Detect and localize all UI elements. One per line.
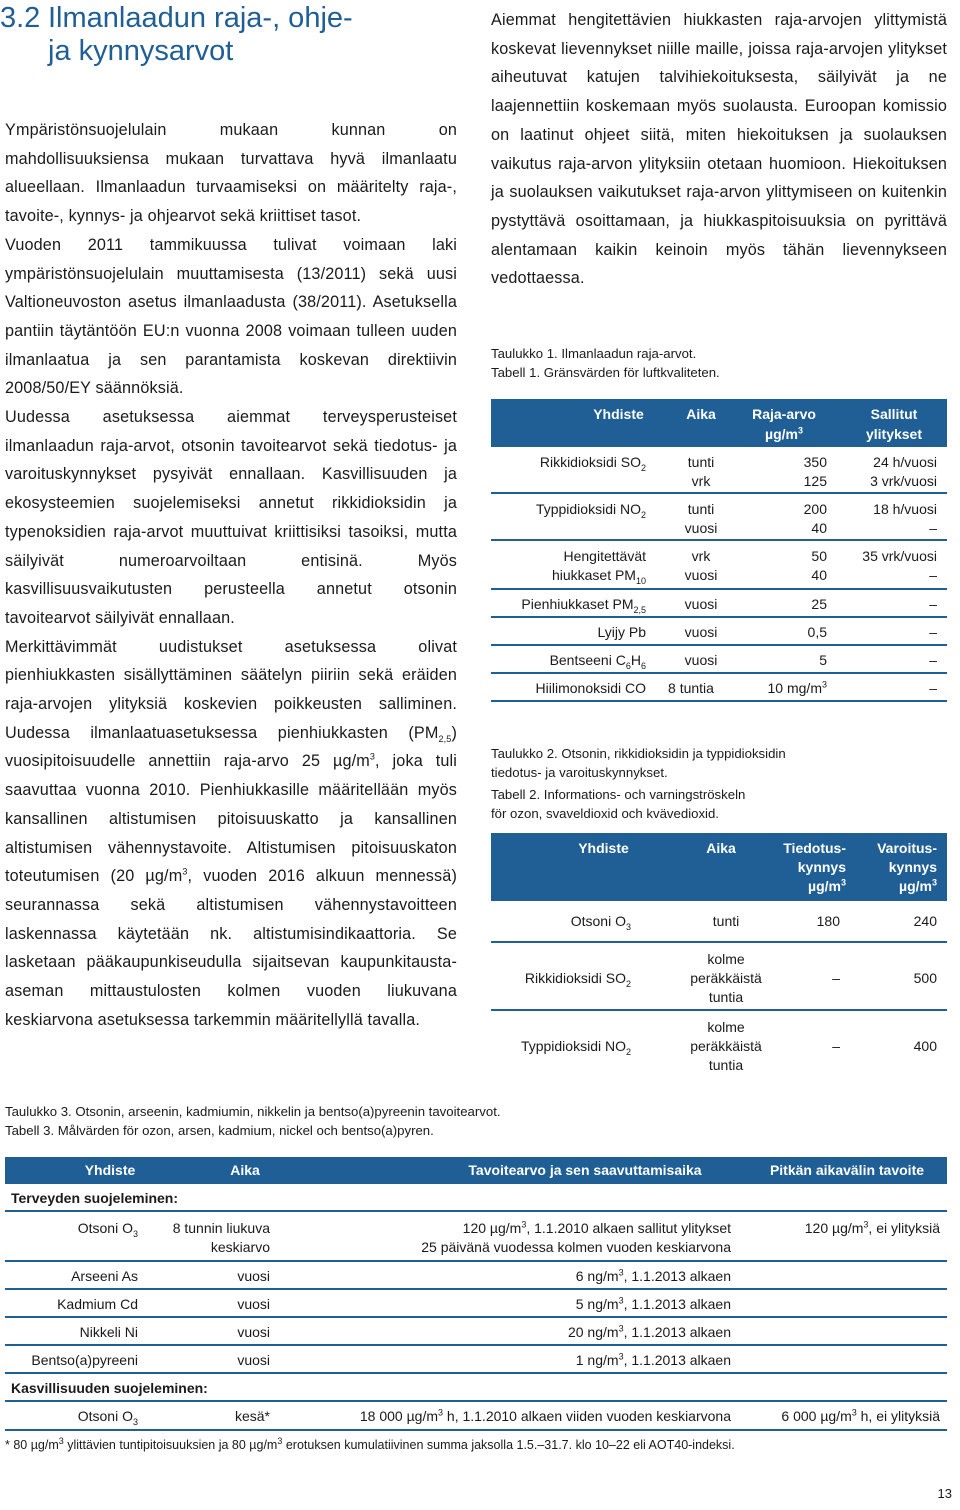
th-allowed-1: Sallitut xyxy=(870,406,918,422)
cell-text: 20 ng/m xyxy=(567,1324,619,1340)
table-row xyxy=(5,1318,947,1346)
cell-compound: Lyijy Pb xyxy=(597,624,646,640)
cell-allowed: – xyxy=(929,680,937,696)
table-1 xyxy=(491,399,947,702)
heading-line-2: ja kynnysarvot xyxy=(48,35,234,67)
table-row xyxy=(5,1402,947,1431)
table-row xyxy=(491,618,947,646)
section-number: 3.2 xyxy=(0,2,41,34)
cell-allowed-2: – xyxy=(929,567,937,583)
cell-target xyxy=(305,1295,731,1314)
cell-info: – xyxy=(832,1038,840,1054)
table-2-caption-sv-2: för ozon, svaveldioxid och kvävedioxid. xyxy=(491,805,719,821)
th-time: Aika xyxy=(686,406,716,422)
table-3 xyxy=(5,1157,947,1431)
table-2 xyxy=(491,833,947,1079)
cell-sub: 2,5 xyxy=(633,604,646,615)
cell-compound xyxy=(5,1219,138,1238)
th-warn-3 xyxy=(847,877,937,896)
th-unit: µg/m xyxy=(808,878,841,894)
th-info-1: Tiedotus- xyxy=(783,840,846,856)
cell-text-2: h, 1.1.2010 alkaen viiden vuoden keskiarvona xyxy=(443,1408,731,1424)
cell-sup: 3 xyxy=(618,1267,624,1278)
cell-compound xyxy=(491,500,646,519)
cell-value-2: 125 xyxy=(803,473,827,489)
cell-compound xyxy=(491,595,646,614)
cell-time-2: peräkkäistä xyxy=(690,970,762,986)
table-row xyxy=(491,943,947,1011)
footnote-sup-1: 3 xyxy=(58,1435,64,1446)
th-unit: µg/m xyxy=(899,878,932,894)
cell-compound: Kadmium Cd xyxy=(57,1296,138,1312)
paragraph-4 xyxy=(5,633,457,1035)
paragraph-1: Ympäristönsuojelulain mukaan kunnan on mahdollisuuksiensa mukaan turvattava hyvä ilmanlaatu alueellaan. Ilmanlaadun turvaamiseksi on määritelty raja-, tavoite-, kynnys- ja ohjearvot sekä kriittiset tasot. xyxy=(5,121,457,226)
table-row xyxy=(491,541,947,590)
p4-sup-2: 3 xyxy=(182,866,188,877)
cell-time: tunti xyxy=(712,913,740,929)
cell-text: 18 000 µg/m xyxy=(359,1408,438,1424)
table-3-caption xyxy=(5,1103,705,1140)
cell-sub: 3 xyxy=(625,921,631,932)
cell-text: 6 ng/m xyxy=(575,1268,619,1284)
cell-text: 6 000 µg/m xyxy=(781,1408,852,1424)
cell-time-2: vrk xyxy=(691,473,711,489)
cell-time: kesä* xyxy=(234,1408,270,1424)
section-label-vegetation xyxy=(5,1374,947,1402)
cell-compound: Nikkeli Ni xyxy=(79,1324,138,1340)
th-time: Aika xyxy=(706,840,736,856)
p4-part-c: , joka tuli saavuttaa vuonna 2010. Pienhiukkasille määritellään myös kansallinen altistumisen pitoisuuskatto ja kansallinen altistumisen vähennystavoite. Altistumisen pitoisuuskaton toteutumisen (20 µg/m xyxy=(5,752,457,886)
cell-text: Typpidioksidi NO xyxy=(535,501,641,517)
cell-sub: 2 xyxy=(625,978,631,989)
cell-time: 8 tuntia xyxy=(668,680,714,696)
cell-value-1: 200 xyxy=(803,501,827,517)
cell-text-2: , 1.1.2013 alkaen xyxy=(623,1268,731,1284)
footnote-b: ylittävien tuntipitoisuuksien ja 80 µg/m xyxy=(63,1438,278,1452)
page-number: 13 xyxy=(937,1486,952,1501)
cell-sub: 2 xyxy=(640,462,646,473)
table-1-caption-fi: Taulukko 1. Ilmanlaadun raja-arvot. xyxy=(491,346,697,361)
cell-text-2: , ei ylityksiä xyxy=(868,1220,940,1236)
cell-text: Typpidioksidi NO xyxy=(520,1038,626,1054)
cell-sup: 3 xyxy=(618,1295,624,1306)
table-row xyxy=(491,901,947,943)
table-1-header xyxy=(491,399,947,447)
table-3-caption-sv: Tabell 3. Målvärden för ozon, arsen, kadmium, nickel och bentso(a)pyren. xyxy=(5,1122,434,1138)
cell-text: 120 µg/m xyxy=(804,1220,864,1236)
cell-time-1: 8 tunnin liukuva xyxy=(172,1220,270,1236)
cell-text: Rikkidioksidi SO xyxy=(539,454,641,470)
cell-long xyxy=(745,1219,940,1238)
cell-allowed-1: 18 h/vuosi xyxy=(873,501,937,517)
cell-allowed: – xyxy=(929,596,937,612)
cell-value-2: 40 xyxy=(811,520,827,536)
cell-text: Rikkidioksidi SO xyxy=(524,970,626,986)
cell-text: hiukkaset PM xyxy=(551,567,636,583)
cell-text: Otsoni O xyxy=(570,913,626,929)
th-warn-1: Varoitus- xyxy=(877,840,937,856)
section-text: Terveyden suojeleminen: xyxy=(11,1190,179,1206)
cell-allowed: – xyxy=(929,624,937,640)
cell-sub: 2 xyxy=(640,509,646,520)
cell-sub: 10 xyxy=(635,575,646,586)
th-long: Pitkän aikavälin tavoite xyxy=(769,1162,925,1178)
p4-part-d: , vuoden 2016 alkuun mennessä) seurannassa sekä altistumisen vähennystavoitteen laskennassa käytetään nk. altistumisindikaattoria. Se lasketaan pääkaupunkiseudulla sijaitsevan kaupunkitausta-aseman mittaustulosten kolmen vuoden liukuvana keskiarvona asetuksessa tarkemmin määritellyllä tavalla. xyxy=(5,867,457,1029)
footnote-sup-2: 3 xyxy=(277,1435,283,1446)
p4-part-a: Merkittävimmät uudistukset asetuksessa olivat pienhiukkasten sisällyttäminen säätelyn piiriin sekä eräiden raja-arvojen ylityksiä koskevien poikkeusten salliminen. Uudessa ilmanlaatuasetuksessa pienhiukkasten (PM xyxy=(5,637,457,742)
cell-time-1: kolme xyxy=(707,1019,745,1035)
cell-text: 10 mg/m xyxy=(767,680,822,696)
cell-allowed-2: 3 vrk/vuosi xyxy=(870,473,937,489)
cell-target xyxy=(305,1323,731,1342)
cell-compound xyxy=(491,453,646,472)
table-1-caption-sv: Tabell 1. Gränsvärden för luftkvaliteten. xyxy=(491,364,720,380)
cell-warn: 240 xyxy=(913,913,937,929)
cell-value-2: 40 xyxy=(811,567,827,583)
cell-compound: Hiilimonoksidi CO xyxy=(535,680,646,696)
cell-time: vuosi xyxy=(237,1296,270,1312)
th-limit-unit: µg/m xyxy=(765,426,798,442)
footnote-c: erotuksen kumulatiivinen summa jaksolla 1.5.–31.7. klo 10–22 eli AOT40-indeksi. xyxy=(282,1438,735,1452)
cell-sub-2: 6 xyxy=(640,660,646,671)
section-text: Kasvillisuuden suojeleminen: xyxy=(11,1380,208,1396)
cell-allowed-2: – xyxy=(929,520,937,536)
th-compound: Yhdiste xyxy=(84,1162,136,1178)
cell-value: 0,5 xyxy=(807,624,827,640)
p4-sub: 2,5 xyxy=(438,734,452,744)
th-warn-2: kynnys xyxy=(888,859,937,875)
cell-allowed-1: 24 h/vuosi xyxy=(873,454,937,470)
cell-compound: Arseeni As xyxy=(71,1268,138,1284)
cell-sup: 3 xyxy=(851,1407,857,1418)
cell-compound xyxy=(491,969,631,988)
th-sup: 3 xyxy=(840,877,846,888)
cell-time-2: peräkkäistä xyxy=(690,1038,762,1054)
table-2-header xyxy=(491,833,947,901)
table-row xyxy=(5,1212,947,1262)
cell-sup: 3 xyxy=(438,1407,444,1418)
cell-text-2: h, ei ylityksiä xyxy=(856,1408,940,1424)
section-label-health xyxy=(5,1184,947,1212)
th-allowed-2: ylitykset xyxy=(865,426,923,442)
left-column-text xyxy=(5,116,457,1035)
cell-sup: 3 xyxy=(821,679,827,690)
cell-text: 5 ng/m xyxy=(575,1296,619,1312)
cell-time-1: vrk xyxy=(691,548,711,564)
footnote-a: * 80 µg/m xyxy=(5,1438,59,1452)
cell-sub: 3 xyxy=(132,1228,138,1239)
section-heading xyxy=(0,2,440,68)
cell-sub: 6 xyxy=(625,660,631,671)
cell-time: vuosi xyxy=(237,1324,270,1340)
cell-text-2: , 1.1.2013 alkaen xyxy=(623,1324,731,1340)
cell-compound-1: Hengitettävät xyxy=(563,548,646,564)
cell-target xyxy=(305,1267,731,1286)
cell-sub: 3 xyxy=(132,1416,138,1427)
cell-value: 5 xyxy=(819,652,827,668)
paragraph-3: Uudessa asetuksessa aiemmat terveysperusteiset ilmanlaadun raja-arvot, otsonin tavoitearvot sekä tiedotus- ja varoituskynnykset pysyivät ennallaan. Kasvillisuuden ja ekosysteemien suojelemiseksi annetut rikkidioksidin ja typenoksidien raja-arvot muuttuivat kriittisiksi tasoiksi, mutta säilyivät numeroarvoiltaan entisinä. Myös kasvillisuusvaikutusten perusteella annetut otsonin tavoitearvot säilyivät ennallaan. xyxy=(5,408,457,627)
cell-time-2: keskiarvo xyxy=(210,1239,270,1255)
cell-long xyxy=(735,1407,940,1426)
cell-sub: 2 xyxy=(625,1046,631,1057)
cell-text: 120 µg/m xyxy=(462,1220,522,1236)
cell-text-2: , 1.1.2013 alkaen xyxy=(623,1352,731,1368)
table-row xyxy=(491,590,947,618)
table-3-caption-fi: Taulukko 3. Otsonin, arseenin, kadmiumin, nikkelin ja bentso(a)pyreenin tavoitearvot. xyxy=(5,1104,501,1119)
cell-target xyxy=(305,1351,731,1370)
cell-compound xyxy=(5,1407,138,1426)
th-limit-1: Raja-arvo xyxy=(752,406,816,422)
th-info-3 xyxy=(756,877,846,896)
table-2-caption-sv-1: Tabell 2. Informations- och varningströskeln xyxy=(491,787,746,802)
th-compound: Yhdiste xyxy=(578,840,629,856)
cell-allowed-1: 35 vrk/vuosi xyxy=(862,548,937,564)
cell-sup: 3 xyxy=(863,1219,869,1230)
cell-compound xyxy=(491,1037,631,1056)
cell-time-2: vuosi xyxy=(684,520,718,536)
cell-time: vuosi xyxy=(237,1268,270,1284)
cell-target-2: 25 päivänä vuodessa kolmen vuoden keskiarvona xyxy=(421,1239,731,1255)
table-row xyxy=(491,646,947,674)
cell-text-2: H xyxy=(630,652,641,668)
cell-time: vuosi xyxy=(684,596,718,612)
cell-compound xyxy=(491,651,646,670)
cell-time-1: tunti xyxy=(687,501,715,517)
cell-compound: Bentso(a)pyreeni xyxy=(31,1352,138,1368)
cell-time-3: tuntia xyxy=(708,1057,744,1073)
cell-target xyxy=(285,1407,731,1426)
table-3-header xyxy=(5,1157,947,1184)
cell-value-1: 350 xyxy=(803,454,827,470)
cell-sup: 3 xyxy=(618,1323,624,1334)
cell-text: Bentseeni C xyxy=(549,652,626,668)
cell-sup: 3 xyxy=(521,1219,527,1230)
table-row xyxy=(491,447,947,494)
cell-time: vuosi xyxy=(684,624,718,640)
th-limit-2 xyxy=(741,425,827,444)
table-2-caption xyxy=(491,745,951,823)
heading-line-1: Ilmanlaadun raja-, ohje- xyxy=(48,2,353,34)
cell-value-1: 50 xyxy=(811,548,827,564)
cell-time: vuosi xyxy=(237,1352,270,1368)
cell-compound xyxy=(491,912,631,931)
cell-time-2: vuosi xyxy=(684,567,718,583)
right-column-text: Aiemmat hengitettävien hiukkasten raja-arvojen ylittymistä koskevat lievennykset niille maille, joissa raja-arvojen ylitykset aiheutuvat katujen talvihiekoituksesta, säilyivät ja ne laajennettiin koskemaan myös suolausta. Euroopan komissio on laatinut ohjeet siitä, miten hiekoituksen ja suolauksen vaikutus raja-arvon ylityksiin otetaan huomioon. Hiekoituksen ja suolauksen vaikutukset raja-arvon ylittymiseen on kuitenkin pystyttävä osoittamaan, ja hiukkaspitoisuuksia on pyrittävä alentamaan kaikin keinoin myös tähän lievennykseen vedottaessa. xyxy=(491,11,947,288)
cell-sup: 3 xyxy=(618,1351,624,1362)
th-sup: 3 xyxy=(931,877,937,888)
cell-info: – xyxy=(832,970,840,986)
cell-time-1: tunti xyxy=(687,454,715,470)
table-row xyxy=(5,1262,947,1290)
th-target: Tavoitearvo ja sen saavuttamisaika xyxy=(468,1162,702,1178)
th-compound: Yhdiste xyxy=(593,406,644,422)
cell-warn: 500 xyxy=(913,970,937,986)
th-time: Aika xyxy=(230,1162,260,1178)
th-info-2: kynnys xyxy=(797,859,846,875)
cell-allowed: – xyxy=(929,652,937,668)
cell-target-1 xyxy=(305,1219,731,1238)
cell-compound-2 xyxy=(491,566,646,585)
p4-sup-1: 3 xyxy=(369,752,376,763)
th-limit-sup: 3 xyxy=(797,425,803,436)
footnote xyxy=(5,1435,945,1452)
cell-text-2: , 1.1.2013 alkaen xyxy=(623,1296,731,1312)
cell-time-1: kolme xyxy=(707,951,745,967)
cell-info: 180 xyxy=(816,913,840,929)
cell-text: Otsoni O xyxy=(77,1408,133,1424)
table-row xyxy=(5,1290,947,1318)
cell-value xyxy=(741,679,827,698)
p4-part-b: ) vuosipitoisuudelle annettiin raja-arvo 25 µg/m xyxy=(5,723,457,771)
table-row xyxy=(5,1346,947,1374)
cell-text-2: , 1.1.2010 alkaen sallitut ylitykset xyxy=(526,1220,731,1236)
table-1-caption xyxy=(491,345,951,382)
cell-text: Pienhiukkaset PM xyxy=(521,596,634,612)
table-row xyxy=(491,494,947,541)
table-2-caption-fi-1: Taulukko 2. Otsonin, rikkidioksidin ja typpidioksidin xyxy=(491,746,786,761)
cell-value: 25 xyxy=(811,596,827,612)
table-2-caption-fi-2: tiedotus- ja varoituskynnykset. xyxy=(491,764,668,780)
table-row xyxy=(491,674,947,702)
paragraph-2: Vuoden 2011 tammikuussa tulivat voimaan laki ympäristönsuojelulain muuttamisesta (13/2011) sekä uusi Valtioneuvoston asetus ilmanlaadusta (38/2011). Asetuksella pantiin täytäntöön EU:n vuonna 2008 voimaan tulleen uuden ilmanlaatua ja sen parantamista koskevan direktiivin 2008/50/EY säännöksiä. xyxy=(5,235,457,398)
cell-text: 1 ng/m xyxy=(575,1352,619,1368)
cell-warn: 400 xyxy=(913,1038,937,1054)
table-row xyxy=(491,1011,947,1079)
cell-text: Otsoni O xyxy=(77,1220,133,1236)
cell-time-3: tuntia xyxy=(708,989,744,1005)
cell-time: vuosi xyxy=(684,652,718,668)
